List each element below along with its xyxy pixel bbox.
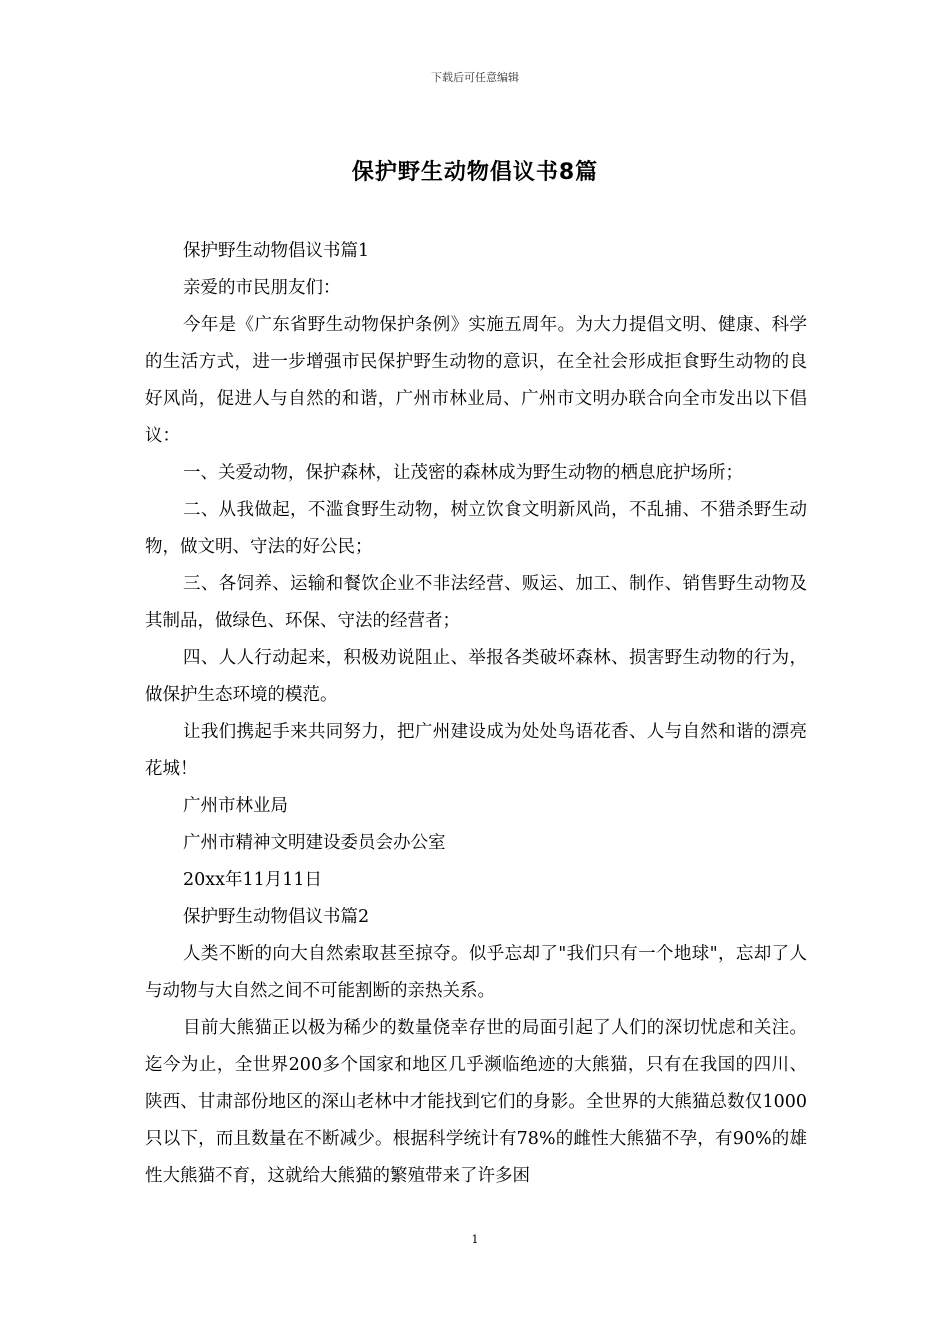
paragraph-2-1: 人类不断的向大自然索取甚至掠夺。似乎忘却了"我们只有一个地球"，忘却了人与动物与大自然之间不可能割断的亲热关系。 xyxy=(145,944,807,1001)
salutation: 亲爱的市民朋友们： xyxy=(183,278,341,298)
paragraph-2-2: 目前大熊猫正以极为稀少的数量侥幸存世的局面引起了人们的深切忧虑和关注。迄今为止，全世界200多个国家和地区几乎濒临绝迹的大熊猫，只有在我国的四川、陕西、甘肃部份地区的深山老林中才能找到它们的身影。全世界的大熊猫总数仅1000只以下，而且数量在不断减少。根据科学统计有78%的雌性大熊猫不孕，有90%的雄性大熊猫不育，这就给大熊猫的繁殖带来了许多困 xyxy=(145,1018,807,1186)
paragraph-item-1: 一、关爱动物，保护森林，让茂密的森林成为野生动物的栖息庇护场所； xyxy=(183,463,743,483)
paragraph-item-4: 四、人人行动起来，积极劝说阻止、举报各类破坏森林、损害野生动物的行为，做保护生态环境的模范。 xyxy=(145,648,807,705)
signature-date: 20xx年11月11日 xyxy=(183,870,323,890)
paragraph-item-3: 三、各饲养、运输和餐饮企业不非法经营、贩运、加工、制作、销售野生动物及其制品，做绿色、环保、守法的经营者； xyxy=(145,574,807,631)
document-title: 保护野生动物倡议书8篇 xyxy=(351,160,599,185)
paragraph-closing: 让我们携起手来共同努力，把广州建设成为处处鸟语花香、人与自然和谐的漂亮花城！ xyxy=(145,722,807,779)
section-heading-1: 保护野生动物倡议书篇1 xyxy=(183,241,370,261)
section-heading-2: 保护野生动物倡议书篇2 xyxy=(183,907,370,927)
document-body xyxy=(145,233,807,1195)
paragraph-intro: 今年是《广东省野生动物保护条例》实施五周年。为大力提倡文明、健康、科学的生活方式，进一步增强市民保护野生动物的意识，在全社会形成拒食野生动物的良好风尚，促进人与自然的和谐，广州市林业局、广州市文明办联合向全市发出以下倡议： xyxy=(145,315,807,446)
page-header: 下载后可任意编辑 xyxy=(431,71,519,84)
signature-org-2: 广州市精神文明建设委员会办公室 xyxy=(183,833,446,853)
signature-org-1: 广州市林业局 xyxy=(183,796,288,816)
paragraph-item-2: 二、从我做起，不滥食野生动物，树立饮食文明新风尚，不乱捕、不猎杀野生动物，做文明、守法的好公民； xyxy=(145,500,807,557)
page-number: 1 xyxy=(471,1233,479,1246)
